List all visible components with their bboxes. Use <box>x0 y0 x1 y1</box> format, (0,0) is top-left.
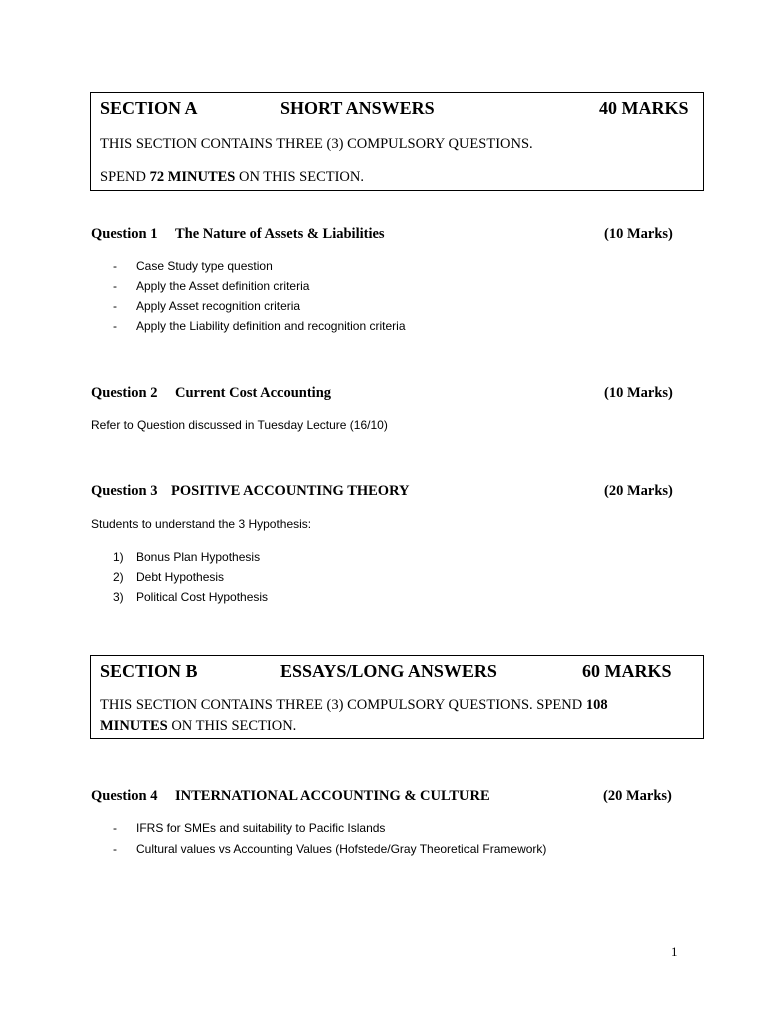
q2-title: Current Cost Accounting <box>175 385 332 401</box>
section-a-line2-bold: 72 MINUTES <box>149 169 236 185</box>
q4-title: INTERNATIONAL ACCOUNTING & CULTURE <box>175 788 490 804</box>
q4-item: Cultural values vs Accounting Values (Hofstede/Gray Theoretical Framework) <box>136 842 547 856</box>
q2-number: Question 2 <box>91 385 158 401</box>
q1-bullet: - <box>113 259 117 273</box>
q1-bullet: - <box>113 299 117 313</box>
q3-marks: (20 Marks) <box>604 483 673 499</box>
q3-intro: Students to understand the 3 Hypothesis: <box>91 517 312 531</box>
q4-item: IFRS for SMEs and suitability to Pacific Islands <box>136 821 386 835</box>
q3-item-number: 2) <box>113 570 124 584</box>
section-a-line2 <box>100 169 364 186</box>
q1-bullet: - <box>113 279 117 293</box>
section-a-marks: 40 MARKS <box>599 98 689 118</box>
q4-marks: (20 Marks) <box>603 788 672 804</box>
q1-item: Apply the Liability definition and recognition criteria <box>136 319 406 333</box>
section-b-line2-bold: MINUTES <box>100 718 168 734</box>
section-b-line1-pre: THIS SECTION CONTAINS THREE (3) COMPULSORY QUESTIONS. SPEND <box>100 697 586 713</box>
section-a-line2-post: ON THIS SECTION. <box>235 169 364 185</box>
section-b-title: ESSAYS/LONG ANSWERS <box>280 661 497 681</box>
q1-number: Question 1 <box>91 226 158 242</box>
section-b-marks: 60 MARKS <box>582 661 672 681</box>
q4-number: Question 4 <box>91 788 158 804</box>
section-a-line1: THIS SECTION CONTAINS THREE (3) COMPULSORY QUESTIONS. <box>100 136 533 152</box>
section-b-line2-post: ON THIS SECTION. <box>167 718 297 734</box>
q3-item: Debt Hypothesis <box>136 570 225 584</box>
section-b-line1 <box>100 697 608 714</box>
q3-item-number: 3) <box>113 590 124 604</box>
section-a-label: SECTION A <box>100 98 198 118</box>
q1-bullet: - <box>113 319 117 333</box>
q1-item: Apply Asset recognition criteria <box>136 299 301 313</box>
q1-item: Apply the Asset definition criteria <box>136 279 310 293</box>
q3-item: Political Cost Hypothesis <box>136 590 269 604</box>
q1-title: The Nature of Assets & Liabilities <box>175 226 385 242</box>
q2-marks: (10 Marks) <box>604 385 673 401</box>
section-a-line2-pre: SPEND <box>100 169 150 185</box>
q3-item: Bonus Plan Hypothesis <box>136 550 261 564</box>
section-b-label: SECTION B <box>100 661 198 681</box>
section-b-line1-bold: 108 <box>585 697 608 713</box>
q2-note: Refer to Question discussed in Tuesday Lecture (16/10) <box>91 418 388 432</box>
section-b-line2 <box>100 718 296 735</box>
q3-number: Question 3 <box>91 483 158 499</box>
page-number: 1 <box>671 944 678 959</box>
q3-item-number: 1) <box>113 550 124 564</box>
q3-title: POSITIVE ACCOUNTING THEORY <box>171 483 410 499</box>
q1-marks: (10 Marks) <box>604 226 673 242</box>
section-a-title: SHORT ANSWERS <box>280 98 435 118</box>
q4-bullet: - <box>113 821 117 835</box>
q1-item: Case Study type question <box>136 259 273 273</box>
q4-bullet: - <box>113 842 117 856</box>
